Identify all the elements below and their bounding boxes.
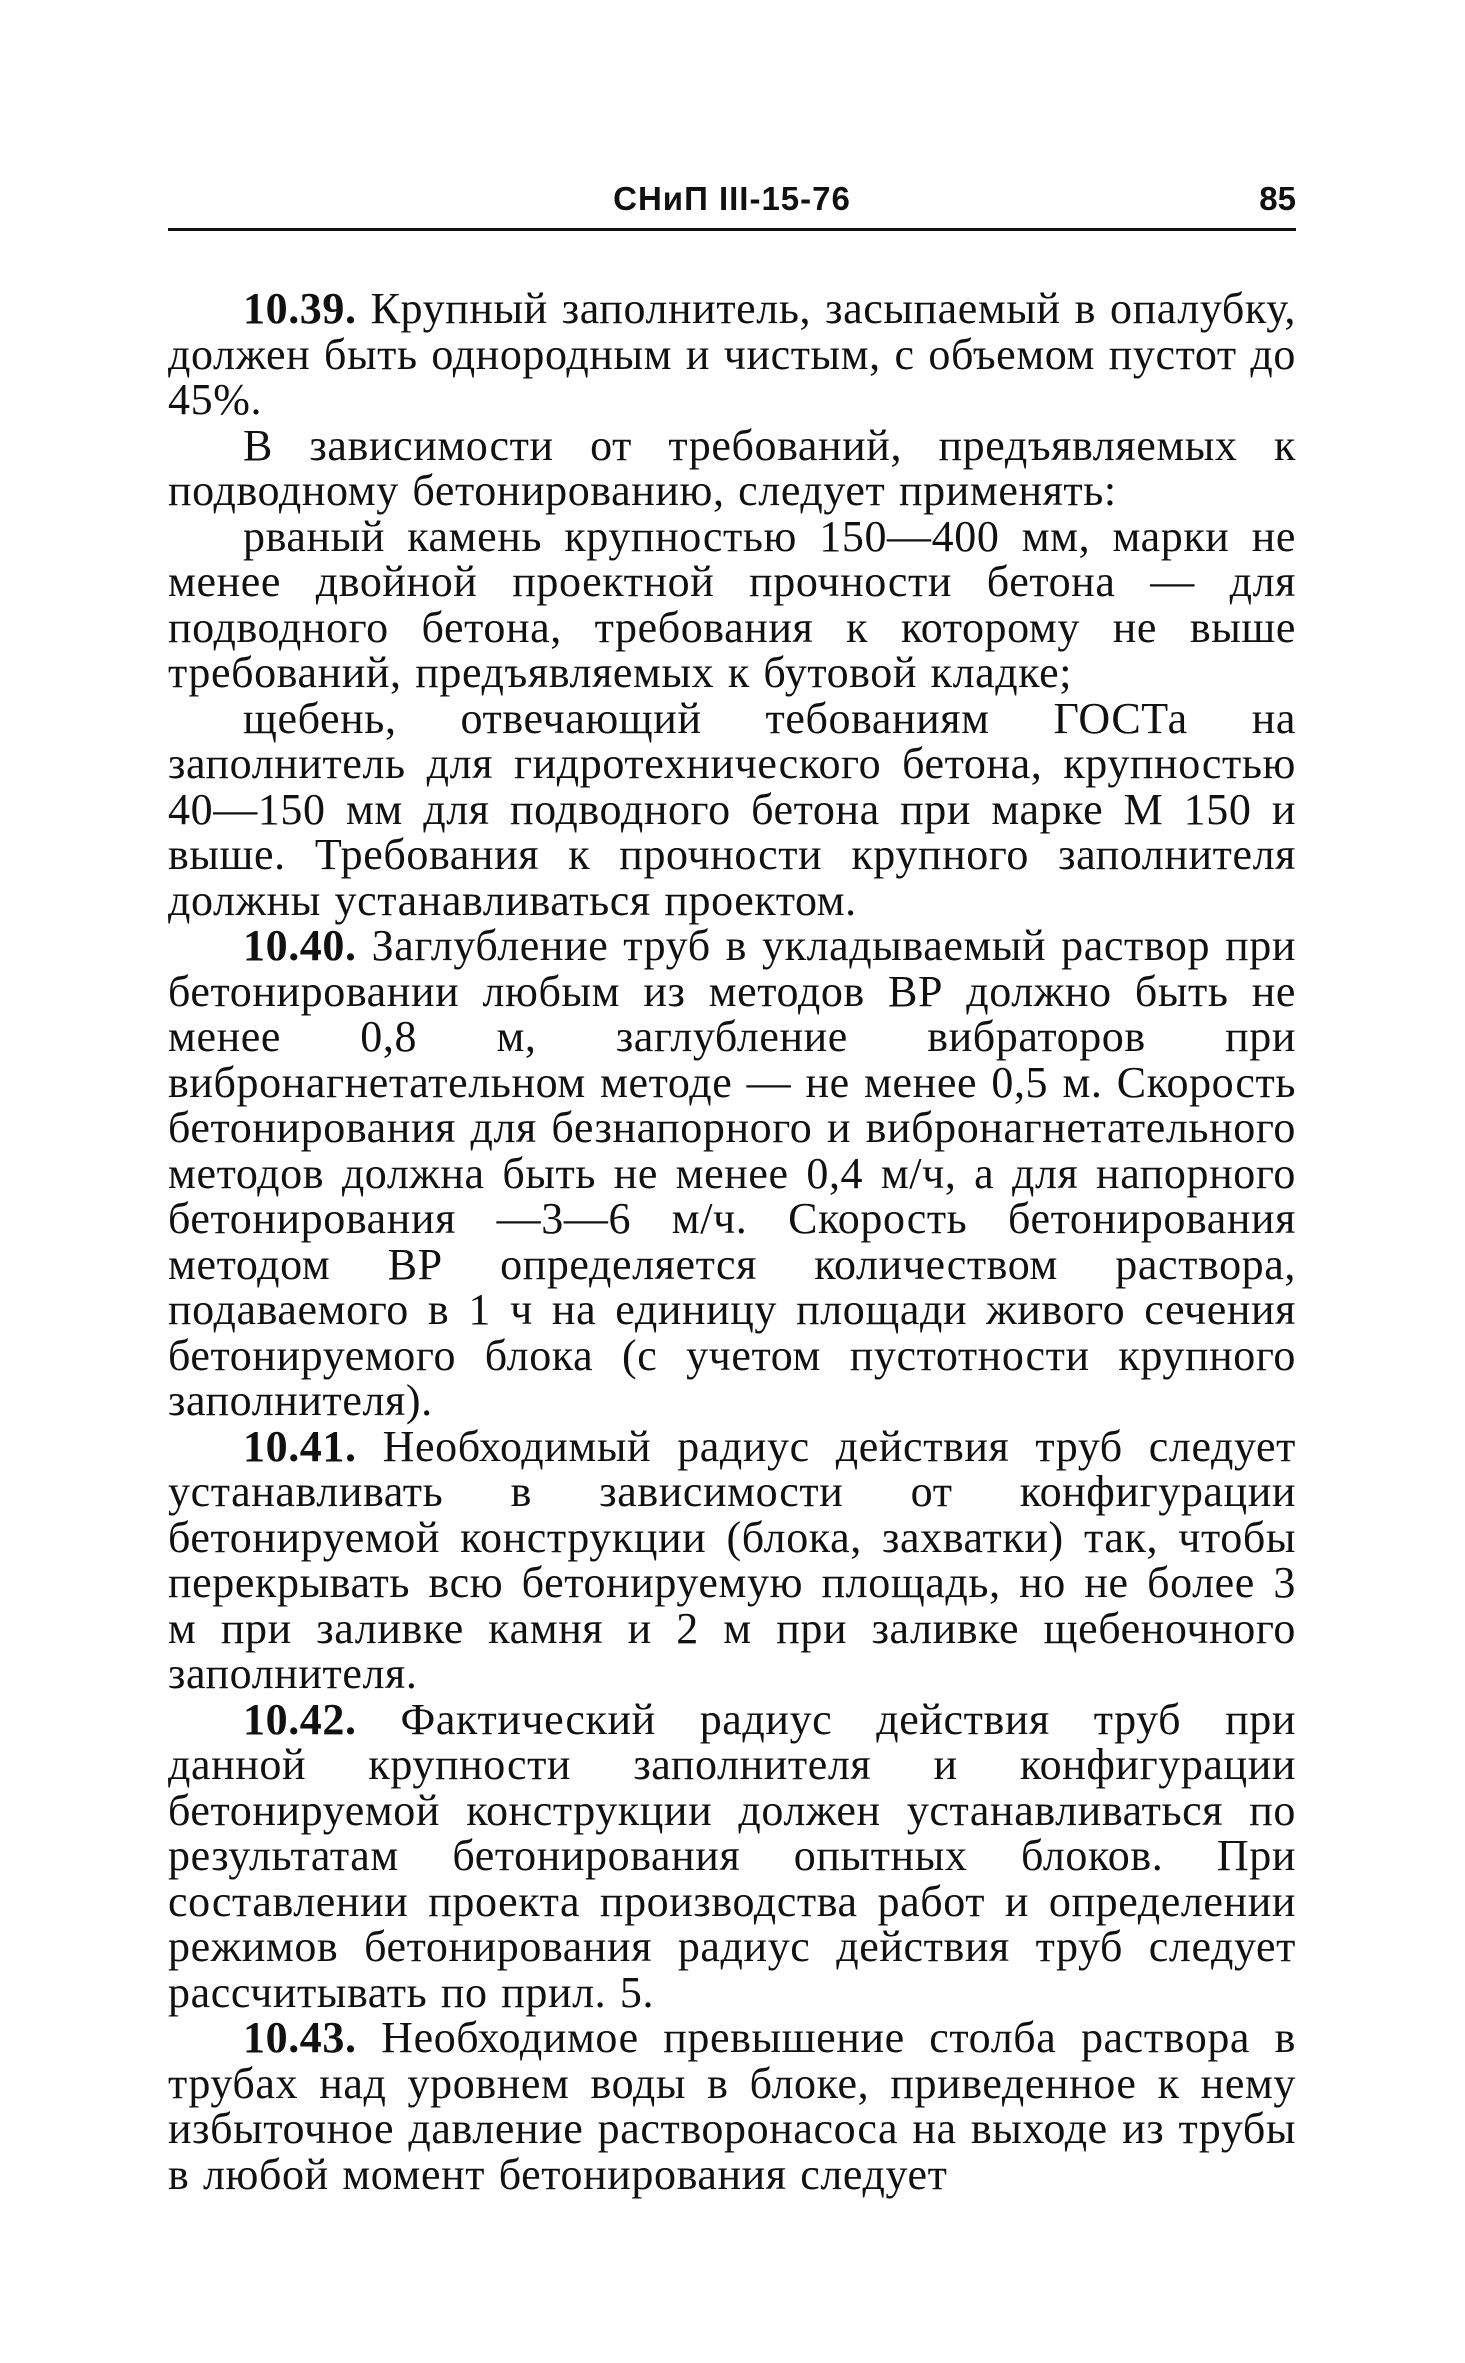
header-rule: [168, 228, 1296, 231]
running-title: СНиП III-15-76: [613, 180, 851, 217]
paragraph-crushed-stone: [168, 693, 1296, 925]
clause-number: 10.42.: [243, 1694, 357, 1744]
paragraph-text: Необходимый радиус действия труб следует устанавливать в зависимости от конфигурации бетонируемой конструкции (блока, захватки) так, чтобы перекрывать всю бетонируемую площадь, но не более 3 м при заливке камня и 2 м при заливке щебеночного заполнителя.: [168, 1421, 1296, 1698]
paragraph-10-40: [168, 923, 1296, 1424]
clause-number: 10.39.: [243, 284, 357, 333]
page-number: 85: [1259, 180, 1296, 217]
paragraph-text: рваный камень крупностью 150—400 мм, марки не менее двойной проектной прочности бетона — для подводного бетона, требования к которому не выше требований, предъявляемых к бутовой кладке;: [168, 511, 1296, 697]
paragraph-text: В зависимости от требований, предъявляемых к подводному бетонированию, следует применять:: [168, 420, 1296, 515]
paragraph-text: Фактический радиус действия труб при данной крупности заполнителя и конфигурации бетонируемой конструкции должен устанавливаться по результатам бетонирования опытных блоков. При составлении проекта производства работ и определении режимов бетонирования радиус действия труб следует рассчитывать по прил. 5.: [168, 1694, 1296, 2017]
paragraph-text: Заглубление труб в укладываемый раствор при бетонировании любым из методов ВР должно быть не менее 0,8 м, заглубление вибраторов при вибронагнетательном методе — не менее 0,5 м. Скорость бетонирования для безнапорного и вибронагнетательного методов должна быть не менее 0,4 м/ч, а для напорного бетонирования —3—6 м/ч. Скорость бетонирования методом ВР определяется количеством раствора, подаваемого в 1 ч на единицу площади живого сечения бетонируемого блока (с учетом пустотности крупного заполнителя).: [168, 921, 1296, 1425]
paragraph-10-43: [168, 2015, 1296, 2197]
page-header: [168, 174, 1296, 230]
paragraph-text: щебень, отвечающий тебованиям ГОСТа на заполнитель для гидротехнического бетона, крупностью 40—150 мм для подводного бетона при марке М 150 и выше. Требования к прочности крупного заполнителя должны устанавливаться проектом.: [168, 693, 1296, 925]
clause-number: 10.43.: [243, 2013, 357, 2062]
clause-number: 10.41.: [243, 1421, 357, 1471]
paragraph-10-41: [168, 1421, 1296, 1698]
paragraph-10-42: [168, 1694, 1296, 2017]
paragraph-requirements-intro: [168, 420, 1296, 515]
paragraph-text: Необходимое превышение столба раствора в трубах над уровнем воды в блоке, приведенное к нему избыточное давление растворонасоса на выходе из трубы в любой момент бетонирования следует: [168, 2013, 1296, 2199]
clause-number: 10.40.: [243, 921, 357, 970]
paragraph-rubble-stone: [168, 511, 1296, 697]
document-body: [168, 286, 1296, 2197]
paragraph-10-39: [168, 286, 1296, 423]
paragraph-text: Крупный заполнитель, засыпаемый в опалубку, должен быть однородным и чистым, с объемом пустот до 45%.: [168, 284, 1296, 424]
